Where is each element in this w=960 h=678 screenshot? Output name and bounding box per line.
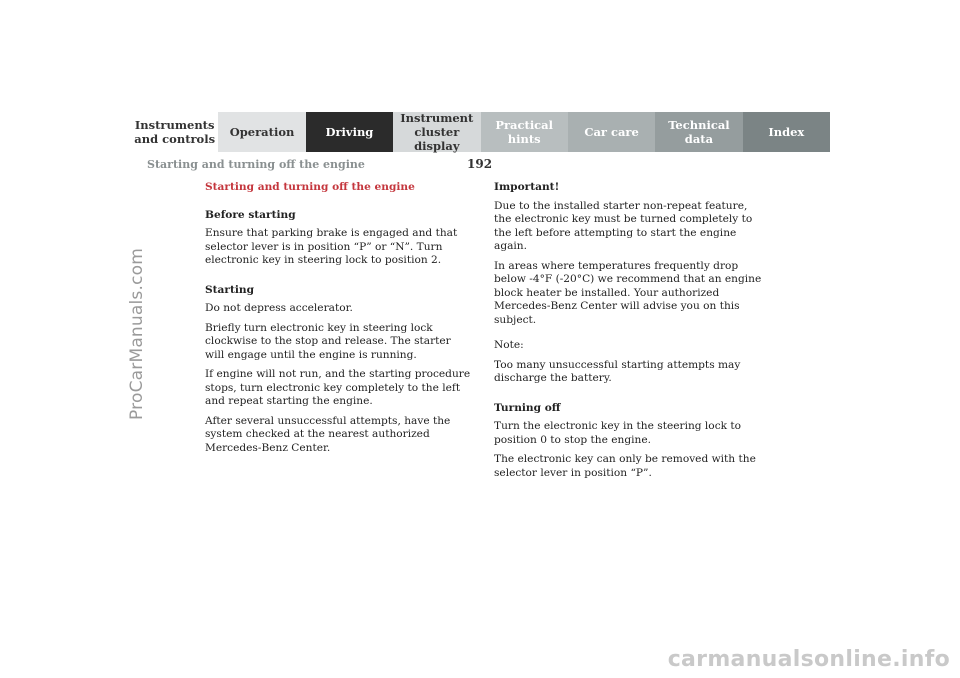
tab-technical-data[interactable]: Technical data	[655, 112, 742, 152]
section-title: Starting and turning off the engine	[205, 181, 415, 193]
left-column	[205, 181, 473, 461]
page-number: 192	[467, 157, 493, 171]
tab-index[interactable]: Index	[743, 112, 830, 152]
tab-car-care[interactable]: Car care	[568, 112, 655, 152]
paragraph: Briefly turn electronic key in steering lock clockwise to the stop and release. The starter will engage until the engine is running.	[205, 321, 451, 361]
side-watermark: ProCarManuals.com	[127, 248, 147, 420]
before-starting-text: Ensure that parking brake is engaged and that selector lever is in position “P” or “N”. Turn electronic key in steering lock to position 2.	[205, 227, 458, 266]
bottom-watermark: carmanualsonline.info	[667, 647, 950, 672]
tab-practical-hints[interactable]: Practical hints	[481, 112, 568, 152]
before-starting-heading: Before starting	[205, 208, 296, 221]
paragraph: Due to the installed starter non-repeat feature, the electronic key must be turned completely to the left before attempting to start the engine again.	[494, 199, 753, 252]
running-header: Starting and turning off the engine	[147, 158, 365, 171]
paragraph: Do not depress accelerator.	[205, 302, 353, 314]
paragraph: Turn the electronic key in the steering lock to position 0 to stop the engine.	[494, 420, 742, 446]
paragraph: In areas where temperatures frequently drop below -4°F (-20°C) we recommend that an engine block heater be installed. Your authorized Mercedes-Benz Center will advise you on this subject.	[494, 259, 762, 326]
chapter-tabs	[131, 112, 830, 152]
tab-driving[interactable]: Driving	[306, 112, 393, 152]
tab-instruments-and-controls[interactable]: Instruments and controls	[131, 112, 218, 152]
paragraph: The electronic key can only be removed with the selector lever in position “P”.	[494, 453, 756, 479]
note-text: Too many unsuccessful starting attempts may discharge the battery.	[494, 358, 741, 384]
note-heading: Note:	[494, 339, 524, 351]
right-column	[494, 181, 762, 486]
paragraph: If engine will not run, and the starting procedure stops, turn electronic key completely to the left and repeat starting the engine.	[205, 368, 471, 407]
paragraph: After several unsuccessful attempts, have the system checked at the nearest authorized Mercedes-Benz Center.	[205, 414, 451, 454]
important-heading: Important!	[494, 181, 560, 193]
starting-heading: Starting	[205, 283, 255, 296]
tab-operation[interactable]: Operation	[218, 112, 305, 152]
turning-off-heading: Turning off	[494, 401, 561, 414]
tab-instrument-cluster-display[interactable]: Instrument cluster display	[393, 112, 480, 152]
